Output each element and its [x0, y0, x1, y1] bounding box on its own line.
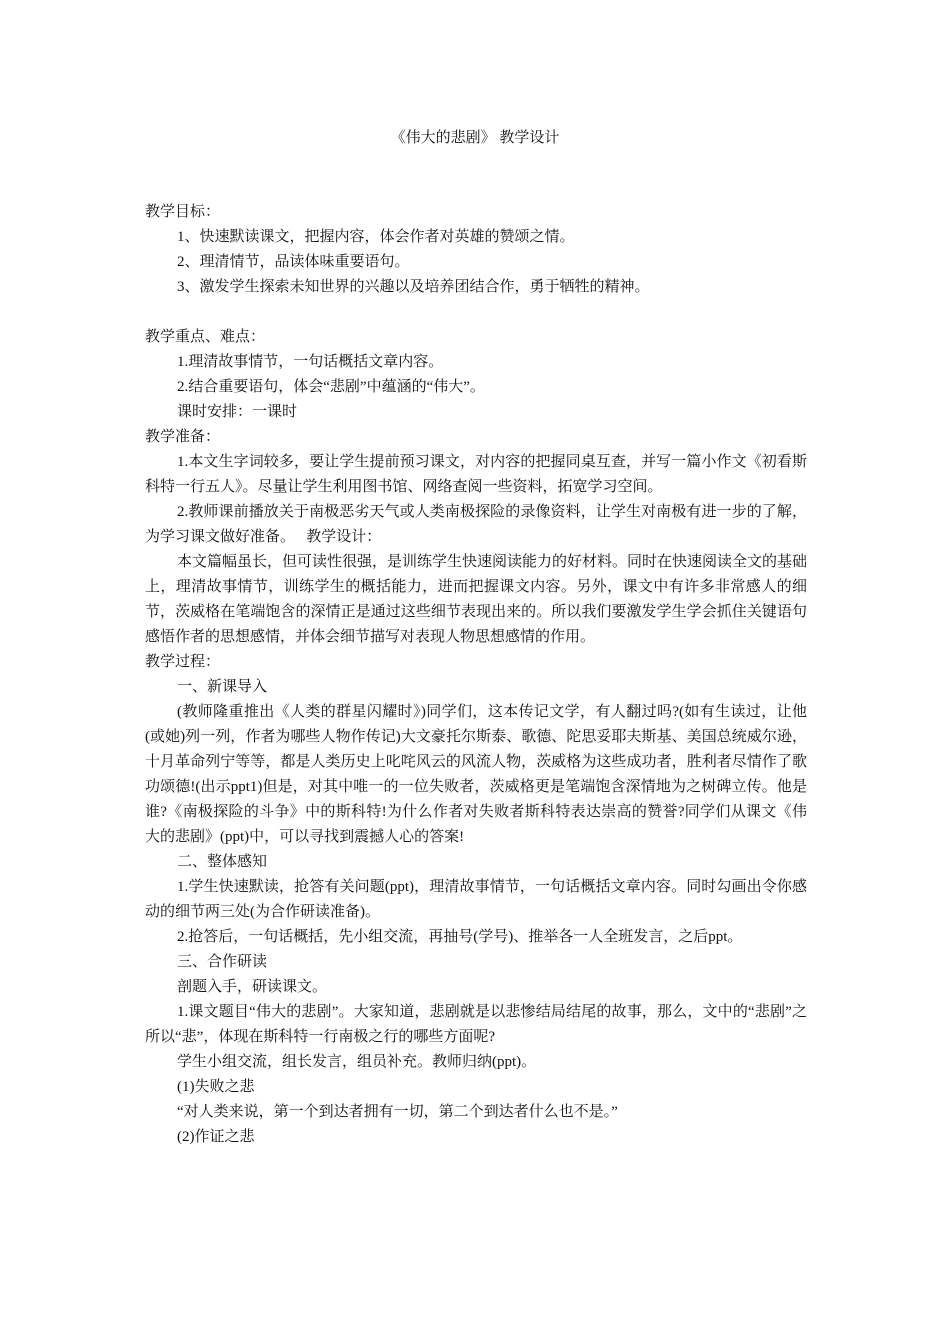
goal-item: 3、激发学生探索未知世界的兴趣以及培养团结合作，勇于牺牲的精神。 [177, 279, 650, 295]
section-heading: 一、新课导入 [177, 679, 268, 695]
goal-item: 2、理清情节，品读体味重要语句。 [177, 254, 410, 270]
section-heading: 三、合作研读 [177, 954, 268, 970]
summary-line: 学生小组交流，组长发言，组员补充。教师归纳(ppt)。 [177, 1054, 537, 1070]
section-intro: 剖题入手，研读课文。 [177, 979, 328, 995]
keypoint-item: 1.理清故事情节，一句话概括文章内容。 [177, 354, 444, 370]
spacer [145, 300, 807, 325]
design-paragraph: 本文篇幅虽长，但可读性很强，是训练学生快速阅读能力的好材料。同时在快速阅读全文的基础上，理清故事情节，训练学生的概括能力，进而把握课文内容。另外，课文中有许多非常感人的细节，茨威格在笔端饱含的深情正是通过这些细节表现出来的。所以我们要激发学生学会抓住关键语句感悟作者的思想感情，并体会细节描写对表现人物思想感情的作用。 [145, 554, 808, 645]
goals-heading: 教学目标： [145, 204, 221, 220]
prep-heading: 教学准备： [145, 429, 221, 445]
perception-item: 1.学生快速默读，抢答有关问题(ppt)，理清故事情节，一句话概括文章内容。同时勾画出令你感动的细节两三处(为合作研读准备)。 [145, 879, 807, 920]
sub-item-label: (2)作证之悲 [177, 1129, 255, 1145]
quote-line: “对人类来说，第一个到达者拥有一切，第二个到达者什么也不是。” [177, 1104, 618, 1120]
keypoints-heading: 教学重点、难点： [145, 329, 266, 345]
intro-paragraph: (教师隆重推出《人类的群星闪耀时》)同学们，这本传记文学，有人翻过吗?(如有生读过，让他(或她)列一列，作者为哪些人物作传记)大文豪托尔斯泰、歌德、陀思妥耶夫斯基、美国总统威尔逊，十月革命列宁等等，都是人类历史上叱咤风云的风流人物，茨威格为这些成功者，胜利者尽情作了歌功颂德!(出示ppt1)但是，对其中唯一的一位失败者，茨威格更是笔端饱含深情地为之树碑立传。他是谁?《南极探险的斗争》中的斯科特!为什么作者对失败者斯科特表达崇高的赞誉?同学们从课文《伟大的悲剧》(ppt)中，可以寻找到震撼人心的答案! [145, 704, 807, 845]
document-title: 《伟大的悲剧》 教学设计 [390, 130, 560, 146]
goal-item: 1、快速默读课文，把握内容，体会作者对英雄的赞颂之情。 [177, 229, 575, 245]
question-paragraph: 1.课文题目“伟大的悲剧”。大家知道，悲剧就是以悲惨结局结尾的故事，那么，文中的“悲剧”之所以“悲”，体现在斯科特一行南极之行的哪些方面呢? [145, 1004, 807, 1045]
document-body [145, 200, 807, 1150]
process-heading: 教学过程： [145, 654, 221, 670]
class-hours: 课时安排：一课时 [177, 404, 298, 420]
section-heading: 二、整体感知 [177, 854, 268, 870]
prep-paragraph: 1.本文生字词较多，要让学生提前预习课文，对内容的把握同桌互查，并写一篇小作文《初看斯科特一行五人》。尽量让学生利用图书馆、网络查阅一些资料，拓宽学习空间。 [145, 454, 807, 495]
keypoint-item: 2.结合重要语句，体会“悲剧”中蕴涵的“伟大”。 [177, 379, 485, 395]
perception-item: 2.抢答后，一句话概括，先小组交流，再抽号(学号)、推举各一人全班发言，之后ppt。 [177, 929, 743, 945]
sub-item-label: (1)失败之悲 [177, 1079, 255, 1095]
prep-paragraph: 2.教师课前播放关于南极恶劣天气或人类南极探险的录像资料，让学生对南极有进一步的了解，为学习课文做好准备。 教学设计： [145, 504, 807, 545]
